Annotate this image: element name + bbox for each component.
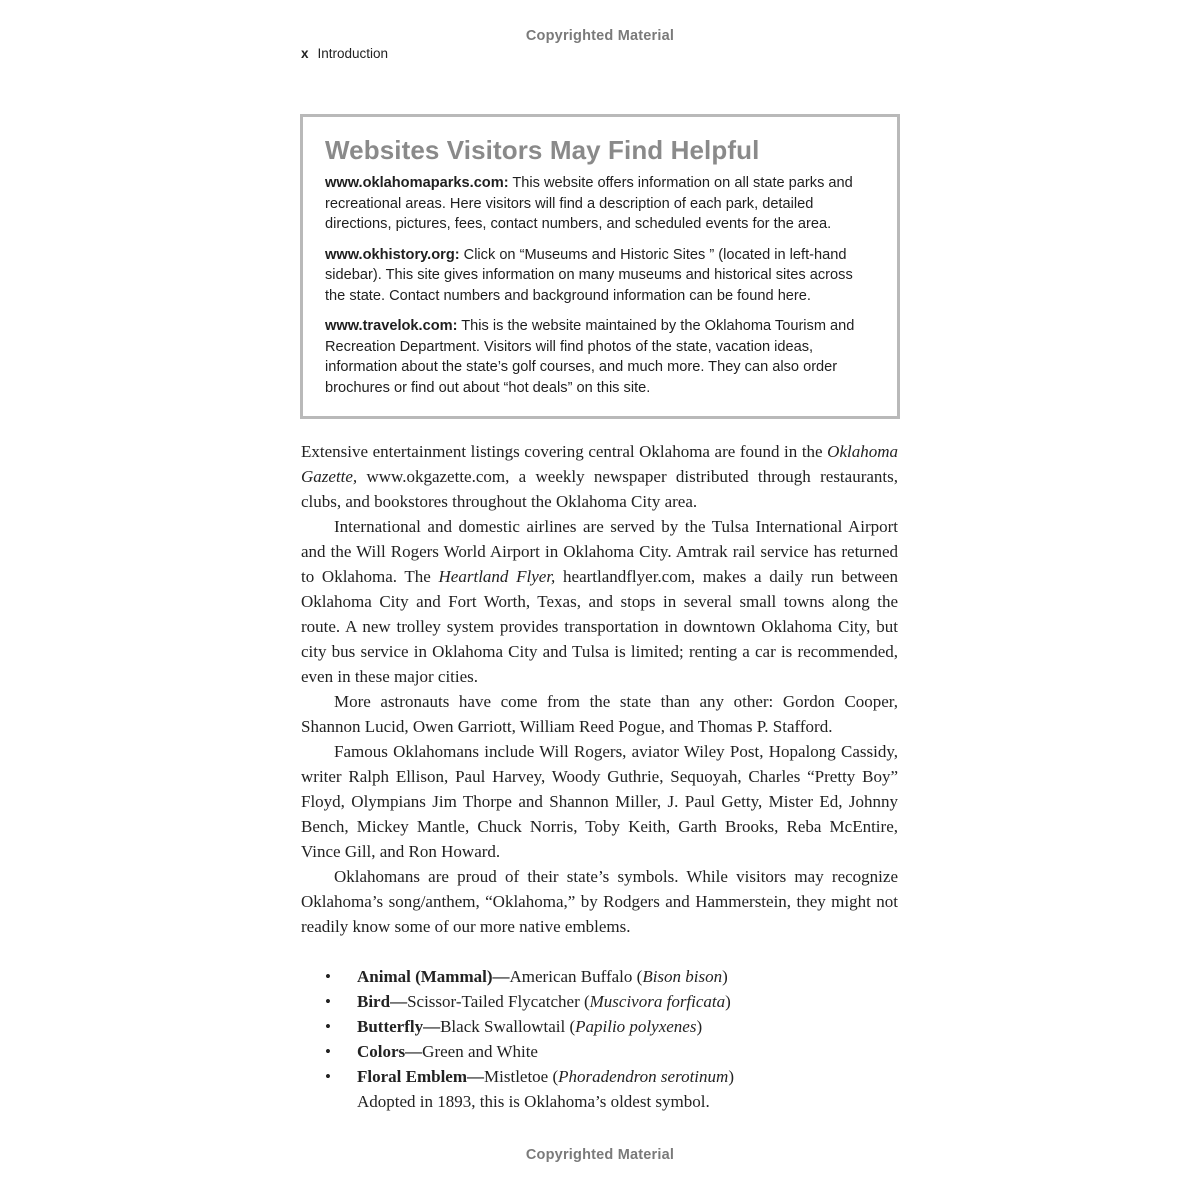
emblem-value: Green and White bbox=[422, 1042, 538, 1061]
text-run: Extensive entertainment listings covering central Oklahoma are found in the bbox=[301, 442, 828, 461]
website-description: Click on “Museums and Historic Sites ” (located in left-hand sidebar). This site gives information on many museums and historical sites across the state. Contact numbers and background information can be found here. bbox=[325, 246, 853, 304]
emblem-value: Black Swallowtail ( bbox=[440, 1017, 576, 1036]
publication-title: Oklahoma Gazette, bbox=[301, 442, 898, 486]
text-run: www.okgazette.com, a weekly newspaper distributed through restaurants, clubs, and bookstores throughout the Oklahoma City area. bbox=[301, 467, 898, 511]
sidebar-title: Websites Visitors May Find Helpful bbox=[325, 135, 760, 165]
dash: — bbox=[423, 1017, 441, 1036]
paragraph-famous-oklahomans: Famous Oklahomans include Will Rogers, aviator Wiley Post, Hopalong Cassidy, writer Ralph Ellison, Paul Harvey, Woody Guthrie, Sequoyah, Charles “Pretty Boy” Floyd, Olympians Jim Thorpe and Shannon Miller, J. Paul Getty, Mister Ed, Johnny Bench, Mickey Mantle, Chuck Norris, Toby Keith, Garth Brooks, Reba McEntire, Vince Gill, and Ron Howard. bbox=[301, 742, 898, 861]
bullet-icon: • bbox=[325, 992, 331, 1011]
latin-name: Bison bison bbox=[642, 967, 723, 986]
websites-sidebar-box bbox=[300, 114, 900, 419]
sidebar-entry-travelok bbox=[325, 316, 875, 398]
dash: — bbox=[467, 1067, 485, 1086]
website-url: www.travelok.com: bbox=[325, 318, 458, 334]
paragraph-transportation bbox=[301, 514, 898, 689]
dash: — bbox=[390, 992, 408, 1011]
paren: ) bbox=[696, 1017, 703, 1036]
paren: ) bbox=[725, 992, 731, 1011]
sidebar-entry-oklahomaparks bbox=[325, 173, 875, 235]
website-url: www.oklahomaparks.com: bbox=[325, 175, 509, 191]
list-item bbox=[301, 1064, 898, 1114]
emblem-value: American Buffalo ( bbox=[509, 967, 643, 986]
paragraph-astronauts: More astronauts have come from the state than any other: Gordon Cooper, Shannon Lucid, Owen Garriott, William Reed Pogue, and Thomas P. Stafford. bbox=[301, 692, 898, 736]
list-item bbox=[301, 1014, 898, 1039]
train-name: Heartland Flyer, bbox=[438, 567, 556, 586]
bullet-icon: • bbox=[325, 1042, 331, 1061]
body-text bbox=[301, 439, 898, 939]
sidebar-entry-okhistory bbox=[325, 245, 875, 307]
list-item bbox=[301, 989, 898, 1014]
list-item bbox=[301, 964, 898, 989]
text-run: heartlandflyer.com, makes a daily run between Oklahoma City and Fort Worth, Texas, and stops in several small towns along the route. A new trolley system provides transportation in downtown Oklahoma City, but city bus service in Oklahoma City and Tulsa is limited; renting a car is recommended, even in these major cities. bbox=[301, 567, 898, 686]
book-page bbox=[300, 0, 900, 1188]
website-description: This is the website maintained by the Oklahoma Tourism and Recreation Department. Visitors will find photos of the state, vacation ideas, information about the state’s golf courses, and much more. They can also order brochures or find out about “hot deals” on this site. bbox=[325, 318, 855, 396]
emblem-value: Mistletoe ( bbox=[484, 1067, 559, 1086]
dash: — bbox=[405, 1042, 423, 1061]
copyright-watermark-top: Copyrighted Material bbox=[525, 28, 675, 44]
emblem-value: Scissor-Tailed Flycatcher ( bbox=[407, 992, 590, 1011]
copyright-watermark-bottom: Copyrighted Material bbox=[525, 1147, 675, 1163]
website-description: This website offers information on all state parks and recreational areas. Here visitors will find a description of each park, detailed directions, pictures, fees, contact numbers, and scheduled events for the area. bbox=[325, 175, 853, 232]
paren: ) bbox=[728, 1067, 734, 1086]
latin-name: Muscivora forficata bbox=[589, 992, 726, 1011]
emblem-label: Colors bbox=[357, 1042, 406, 1061]
list-item bbox=[301, 1039, 898, 1064]
latin-name: Papilio polyxenes bbox=[575, 1017, 697, 1036]
emblem-note: Adopted in 1893, this is Oklahoma’s oldest symbol. bbox=[357, 1092, 710, 1111]
state-emblems-list bbox=[301, 964, 898, 1114]
paren: ) bbox=[722, 967, 728, 986]
paragraph-entertainment bbox=[301, 439, 898, 514]
dash: — bbox=[492, 967, 510, 986]
bullet-icon: • bbox=[325, 1067, 331, 1086]
paragraph-state-symbols: Oklahomans are proud of their state’s symbols. While visitors may recognize Oklahoma’s song/anthem, “Oklahoma,” by Rodgers and Hammerstein, they might not readily know some of our more native emblems. bbox=[301, 867, 898, 936]
emblem-label: Butterfly bbox=[357, 1017, 424, 1036]
emblem-label: Animal (Mammal) bbox=[357, 967, 493, 986]
website-url: www.okhistory.org: bbox=[325, 246, 460, 263]
page-number: x bbox=[301, 46, 309, 61]
bullet-icon: • bbox=[325, 1017, 331, 1036]
section-title: Introduction bbox=[317, 46, 389, 61]
bullet-icon: • bbox=[325, 967, 331, 986]
text-run: International and domestic airlines are served by the Tulsa International Airport and the Will Rogers World Airport in Oklahoma City. Amtrak rail service has returned to Oklahoma. The bbox=[301, 517, 898, 586]
emblem-label: Floral Emblem bbox=[357, 1067, 468, 1086]
running-head bbox=[301, 45, 900, 63]
emblem-label: Bird bbox=[357, 992, 391, 1011]
latin-name: Phoradendron serotinum bbox=[558, 1067, 729, 1086]
